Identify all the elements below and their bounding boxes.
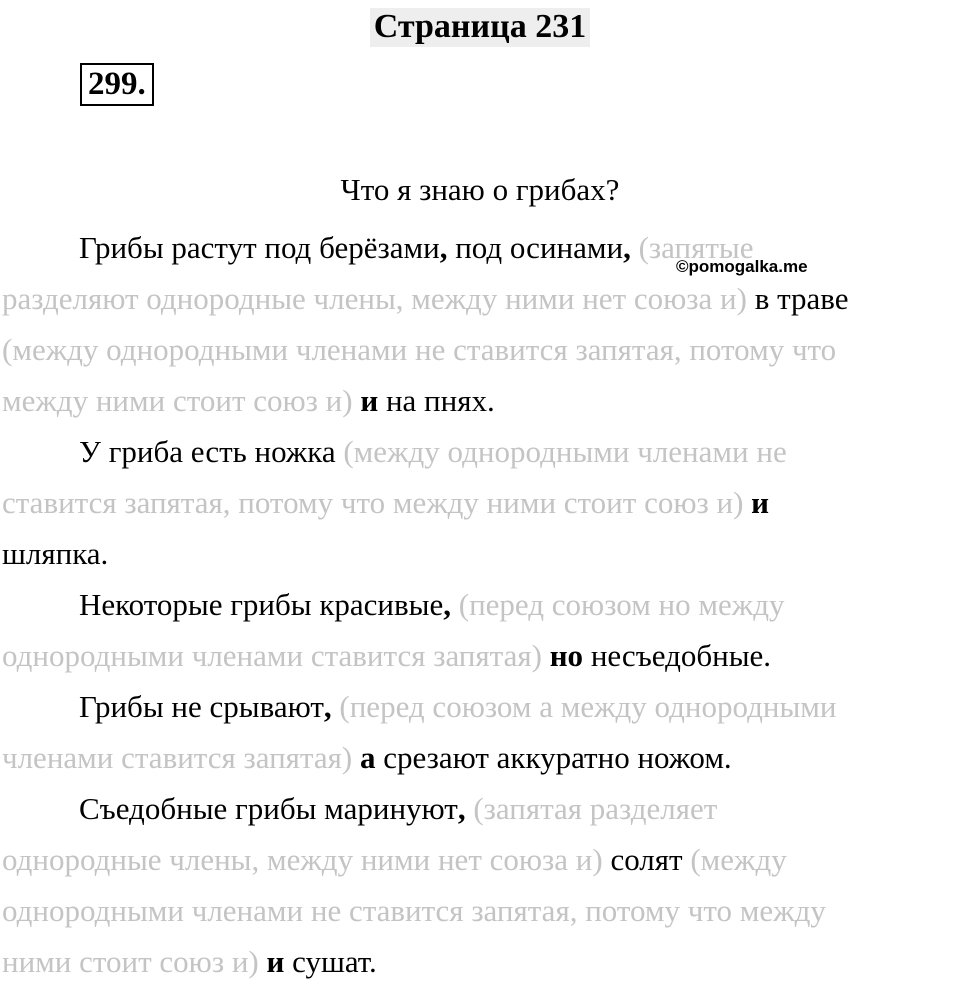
text-line-8 [2, 579, 960, 630]
explanation-note: (перед союзом а между однородными [331, 689, 837, 724]
explanation-note: (запятые [630, 230, 754, 265]
explanation-note: между ними стоит союз и) [2, 383, 353, 418]
text-fragment: Съедобные грибы маринуют [79, 791, 458, 826]
answer-text [2, 222, 960, 987]
text-fragment: срезают аккуратно ножом. [375, 740, 732, 775]
punctuation-mark: , [439, 230, 448, 265]
punctuation-mark: , [623, 230, 631, 265]
punctuation-mark: , [457, 791, 466, 826]
text-fragment: под осинами [447, 230, 624, 265]
text-fragment: Грибы не срывают [79, 689, 324, 724]
explanation-note: (между однородными членами не [335, 434, 787, 469]
explanation-note: (перед союзом но между [451, 587, 785, 622]
explanation-note: (запятая разделяет [465, 791, 718, 826]
page-title-text: Страница 231 [370, 8, 590, 47]
conjunction: и [743, 485, 770, 520]
punctuation-mark: , [323, 689, 332, 724]
text-line-7 [2, 528, 960, 579]
explanation-note: (между [682, 842, 787, 877]
text-line-15 [2, 936, 960, 987]
text-line-2 [2, 273, 960, 324]
text-line-1 [2, 222, 960, 273]
explanation-note: (между однородными членами не ставится запятая, потому что [2, 332, 837, 367]
watermark: ©pomogalka.me [676, 257, 808, 276]
explanation-note: ставится запятая, потому что между ними стоит союз и) [2, 485, 744, 520]
explanation-note: разделяют однородные члены, между ними нет союза и) [2, 281, 747, 316]
text-line-11 [2, 732, 960, 783]
text-line-3 [2, 324, 960, 375]
text-fragment: У гриба есть ножка [79, 434, 336, 469]
punctuation-mark: , [443, 587, 451, 622]
text-line-6 [2, 477, 960, 528]
conjunction: но [541, 638, 584, 673]
text-line-9 [2, 630, 960, 681]
explanation-note: однородные члены, между ними нет союза и) [2, 842, 603, 877]
task-number-box: 299. [80, 63, 154, 106]
text-title: Что я знаю о грибах? [340, 172, 620, 207]
text-line-12 [2, 783, 960, 834]
text-fragment: солят [602, 842, 683, 877]
explanation-note: однородными членами ставится запятая) [2, 638, 542, 673]
page-title [0, 8, 960, 47]
text-line-10 [2, 681, 960, 732]
conjunction: и [258, 944, 285, 979]
conjunction: и [352, 383, 379, 418]
text-line-4 [2, 375, 960, 426]
text-line-5 [2, 426, 960, 477]
conjunction: а [352, 740, 376, 775]
explanation-note: членами ставится запятая) [2, 740, 353, 775]
text-fragment: сушат. [284, 944, 377, 979]
text-fragment: шляпка. [2, 536, 109, 571]
text-fragment: на пнях. [378, 383, 495, 418]
text-fragment: в траве [746, 281, 849, 316]
text-fragment: несъедобные. [583, 638, 772, 673]
explanation-note: ними стоит союз и) [2, 944, 259, 979]
text-fragment: Грибы растут под берёзами [79, 230, 440, 265]
text-fragment: Некоторые грибы красивые [79, 587, 444, 622]
text-line-14 [2, 885, 960, 936]
explanation-note: однородными членами не ставится запятая, потому что между [2, 893, 826, 928]
text-line-13 [2, 834, 960, 885]
